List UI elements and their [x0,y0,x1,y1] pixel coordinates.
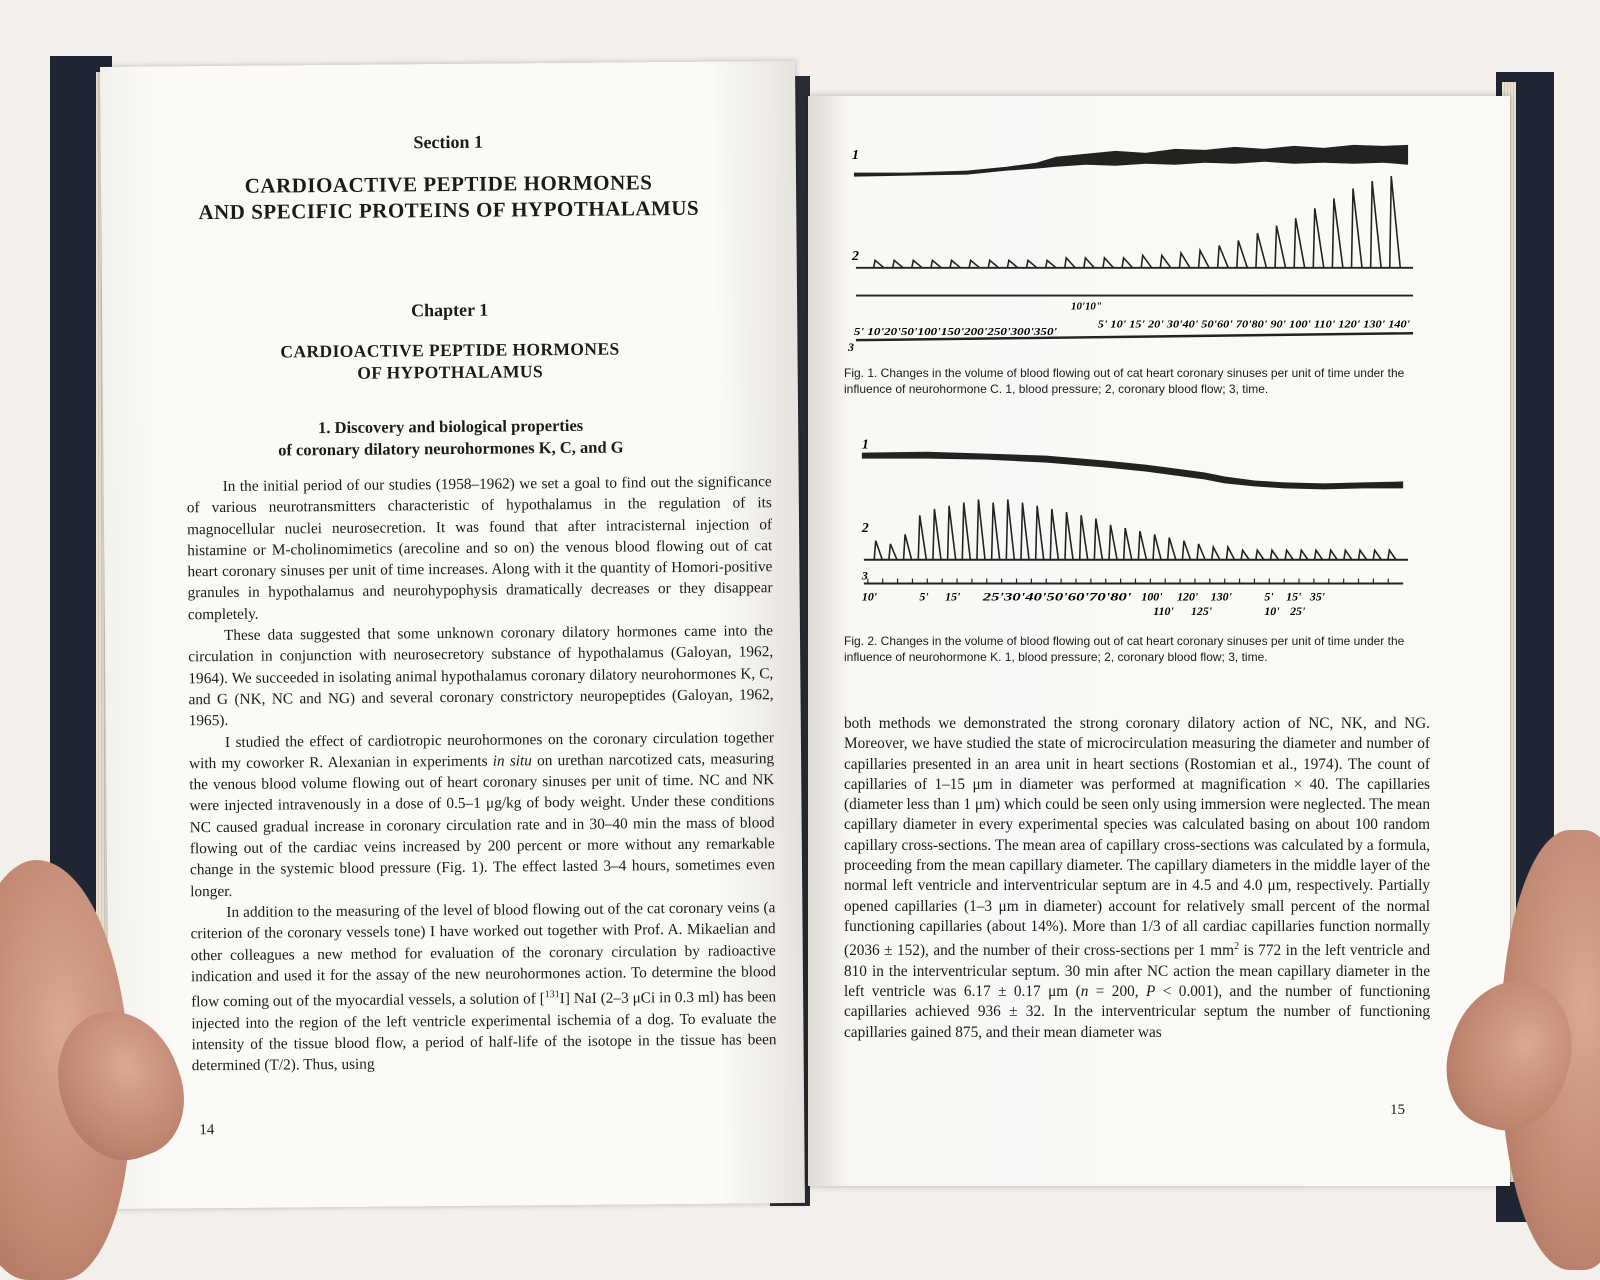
fig2-flow-peak [1373,550,1381,560]
fig1-flow-peak [1332,198,1343,267]
fig2-flow-peaks [874,499,1396,559]
right-text-n: n [1080,982,1089,1000]
figure-1-caption: Fig. 1. Changes in the volume of blood flowing out of cat heart coronary sinuses per unit of time under the influence of neurohormone C. 1, blood pressure; 2, coronary blood flow; 3, time. [844,366,1405,396]
fig2-flow-peak [1080,515,1088,559]
fig2-flow-peak [992,503,1000,560]
right-body-text [844,714,1430,1043]
fig2-flow-peak [1388,550,1396,560]
fig1-flow-peak [931,260,942,267]
part-title-line-1: CARDIOACTIVE PEPTIDE HORMONES [244,170,653,198]
fig2-flow-peak [904,534,912,559]
chapter-title-line-2: OF HYPOTHALAMUS [357,361,544,383]
fig2-time-label: 120' [1177,589,1199,604]
paragraph-4 [190,897,777,1077]
fig1-flow-peak [988,260,999,267]
right-text-part-1: both methods we demonstrated the strong coronary dilatory action of NC, NK, and NG. Moreover, we have studied the state of microcirculation measuring the diameter and number of capillaries presented in an area unit in heart sections (Rostomian et al., 1974). The count of capillaries of 1–15 μm in diameter was performed at magnification × 40. The capillaries (diameter less than 1 μm) which could be seen only using immersion were neglected. The mean capillary diameter in every experimental species was calculated basing on about 100 random capillary cross-sections. The mean area of capillary cross-sections was calculated by a formula, proceeding from the mean capillary diameter. The capillary diameters in the middle layer of the normal left ventricle and interventricular septum are in 4.5 and 4.0 μm, respectively. Partially opened capillaries (1–3 μm in diameter) account for relatively small percent of the normal functioning capillaries (about 14%). More than 1/3 of all cardiac capillaries function normally (2036 ± 152), and the number of their cross-sections per 1 mm [844,715,1430,960]
fig2-flow-peak [1241,550,1249,560]
fig2-time-label: 10' [1264,604,1280,619]
fig2-label-3: 3 [861,568,868,583]
fig2-flow-peak [1270,550,1278,560]
right-paragraph [844,714,1430,1043]
fig1-flow-peak [1103,258,1114,268]
paragraph-3-text-b: on urethan narcotized cats, measuring the venous blood volume flowing out of heart coronary sinuses per unit of time. NC and NK were injected intravenously in a dose of 0.5–1 μg/kg of body weight. Under these conditions NC caused gradual increase in coronary circulation rate and in 30–40 min the mass of blood flowing out of the cardiac veins increased by 200 percent or more without any remarkable change in the systemic blood pressure (Fig. 1). The effect lasted 3–4 hours, sometimes even longer. [189,750,776,900]
fig1-flow-peak [1027,260,1038,267]
fig2-flow-peak [889,544,897,560]
fig2-flow-peak [1109,525,1117,560]
fig2-time-label: 10' [861,589,878,604]
page-number-left: 14 [199,1122,215,1139]
fig1-label-3: 3 [848,340,854,355]
fig1-flow-peak [1390,176,1401,268]
fig1-flow-peak [893,260,904,267]
fig2-flow-peak [1153,534,1161,559]
fig2-flow-peak [977,499,985,559]
paragraph-4-text-b: I] NaI (2–3 μCi in 0.3 ml) has been injected into the region of the left ventricle experimental ischemia of a dog. To evaluate the intensity of the tissue blood flow, a period of half-life of the isotope in the tissue has been determined (T/2). Thus, using [191,988,777,1075]
fig1-flow-peak [1065,258,1076,268]
paragraph-2: These data suggested that some unknown coronary dilatory hormones came into the circulation in conjunction with neurosecretory substance of hypothalamus (Galoyan, 1962, 1964). We succeeded in isolating animal hypothalamus coronary dilatory neurohormones K, C, and G (NK, NC and NG) and several coronary constrictory neuropeptides (Galoyan, 1962, 1965). [188,622,774,730]
fig1-flow-peak [1256,233,1267,268]
fig2-label-1: 1 [861,437,869,453]
paragraph-3-italic: in situ [492,752,532,770]
fig2-flow-peak [918,515,926,559]
fig2-time-label: 5' [1264,589,1274,604]
fig2-flow-peak [1329,550,1337,560]
fig1-flow-peak [912,260,923,267]
fig1-flow-peak [1275,226,1286,268]
fig2-flow-peak [1036,506,1044,560]
fig2-time-label: 100' [1141,589,1163,604]
fig2-flow-peak [933,509,941,560]
fig1-flow-peak [1199,250,1210,267]
fig2-flow-peak [874,541,882,560]
fig1-flow-peak [874,260,885,267]
fig1-flow-peak [1371,181,1382,268]
fig1-flow-peak [1218,246,1229,268]
section-heading: Section 1 [413,131,484,153]
fig1-flow-peak [1313,208,1324,267]
fig1-time-top: 10'10" [1071,300,1102,313]
chapter-heading: Chapter 1 [410,299,489,321]
fig2-flow-peak [1285,550,1293,560]
fig2-flow-peak [1168,538,1176,560]
fig2-flow-peak [1212,547,1220,560]
paragraph-4-superscript: 131 [544,989,560,1001]
fig2-flow-peak [1050,509,1058,560]
fig2-flow-peak [1359,550,1367,560]
fig2-flow-peak [948,506,956,560]
fig2-flow-peak [1344,550,1352,560]
subsection-line-2: of coronary dilatory neurohormones K, C, and G [278,437,624,460]
fig2-time-label: 15' [945,589,961,604]
fig2-time-label: 125' [1190,604,1213,619]
fig2-flow-peak [1065,512,1073,560]
fig2-flow-peak [1124,528,1132,560]
right-page [808,96,1510,1186]
fig2-flow-peak [1094,519,1102,560]
fig1-flow-peak [1352,189,1363,268]
fig2-time-label: 5' [919,589,929,604]
fig2-flow-peak [1256,550,1264,560]
fig1-flow-peak [969,260,980,267]
fig2-flow-peak [1138,531,1146,560]
part-title-line-2: AND SPECIFIC PROTEINS OF HYPOTHALAMUS [198,195,700,225]
fig1-flow-peak [1141,255,1152,267]
fig1-flow-peak [1046,260,1057,267]
figure-1 [848,136,1418,356]
chapter-title-line-1: CARDIOACTIVE PEPTIDE HORMONES [280,338,620,362]
fig1-blood-pressure-trace [851,145,1408,177]
fig1-flow-peak [1084,258,1095,268]
fig1-flow-peak [1007,260,1018,267]
fig2-flow-peak [1226,547,1234,560]
fig2-time-label: 35' [1309,589,1326,604]
fig2-flow-peak [1182,541,1190,560]
fig2-flow-peak [1197,544,1205,560]
left-body-text [187,471,777,1076]
fig1-time-right: 5' 10' 15' 20' 30'40' 50'60' 70'80' 90' 100' 110' 120' 130' 140' [1097,318,1411,331]
fig2-flow-peak [1021,503,1029,560]
fig2-time-label: 15' [1286,589,1302,604]
fig1-flow-peak [950,260,961,267]
fig2-time-label: 110' [1153,604,1174,619]
paragraph-1: In the initial period of our studies (1958–1962) we set a goal to find out the significance of various neurotransmitters characteristic of hypothalamus in the regulation of its magnocellular nuclei neurosecretion. It was found that after intracisternal injection of histamine or M-cholinomimetics (arecoline and so on) the venous blood flowing out of cat heart coronary sinuses per unit of time increases. Along with it the quantity of Homori-positive granules in hypothalamus and neurohypophysis dramatically decreases or they disappear completely. [186,473,773,624]
right-text-part-3: = 200, [1088,982,1146,1000]
figure-2-caption: Fig. 2. Changes in the volume of blood flowing out of cat heart coronary sinuses per unit of time under the influence of neurohormone K. 1, blood pressure; 2, coronary blood flow; 3, time. [844,634,1405,664]
right-text-p: P [1146,982,1156,1000]
right-text-part-2: is 772 in the left ventricle and 810 in the interventricular septum. 30 min after NC action the mean capillary diameter in the left ventricle was 6.17 ± 0.17 μm ( [844,942,1430,1000]
fig1-flow-peak [1237,241,1248,268]
fig2-time-label: 130' [1210,589,1232,604]
figure-2 [848,436,1418,626]
fig1-flow-peak [1160,255,1171,267]
fig2-time-label: 25' [1290,604,1306,619]
paragraph-4-text-a: In addition to the measuring of the level of blood flowing out of the cat coronary veins (a criterion of the coronary vessels tone) I have worked out together with Prof. A. Mikaelian and other colleagues a new method for evaluation of the coronary circulation by radioactive indication and used it for the assay of the new neurohormones action. To determine the blood flow coming out of the myocardial vessels, a solution of [ [190,899,777,1011]
right-text-superscript: 2 [1234,941,1240,953]
fig2-flow-peak [1315,550,1323,560]
fig1-flow-peak [1179,253,1190,268]
paragraph-3-text-a: I studied the effect of cardiotropic neurohormones on the coronary circulation together with my coworker R. Alexanian in experiments [189,728,774,773]
fig1-flow-peak [1294,218,1305,268]
fig1-label-2: 2 [851,248,859,264]
fig2-flow-peak [962,503,970,560]
paragraph-3 [189,727,775,902]
fig2-flow-peak [1300,550,1308,560]
fig2-time-label: 25'30'40'50'60'70'80' [981,589,1133,604]
right-text-part-4: < 0.001), and the number of functioning capillaries achieved 936 ± 32. In the interventricular septum the number of functioning capillaries gained 875, and their mean diameter was [844,982,1430,1041]
page-number-right: 15 [1390,1102,1405,1118]
subsection-line-1: 1. Discovery and biological properties [318,415,584,438]
fig2-label-2: 2 [861,520,869,536]
fig2-flow-peak [1006,499,1014,559]
fig2-blood-pressure-trace [862,452,1403,490]
left-page [100,61,805,1209]
fig1-time-left: 5' 10'20'50'100'150'200'250'300'350' [853,326,1058,339]
fig1-label-1: 1 [851,147,859,163]
fig1-flow-peak [1122,258,1133,268]
fig1-flow-peaks [874,176,1401,268]
